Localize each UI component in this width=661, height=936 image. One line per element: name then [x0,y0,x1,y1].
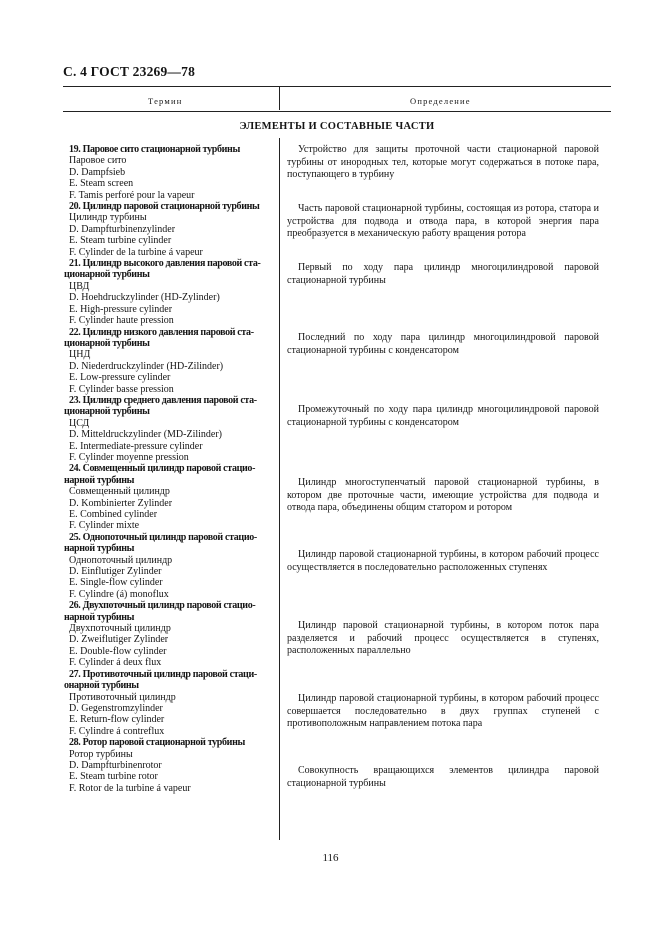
terms-column [64,144,277,794]
term-entry [64,531,277,600]
term-line: ЦСД [69,417,90,429]
term-line: ЦВД [69,280,90,292]
term-heading: 27. Противоточный цилиндр паровой стаци- [69,668,257,680]
term-entry [64,463,277,532]
term-heading-cont: нарной турбины [64,611,135,623]
definition-text: Совокупность вращающихся элементов цилиндра паровой стационарной турбины [287,765,599,789]
term-entry [64,258,277,327]
term-line: F. Cylinder á deux flux [69,657,162,669]
term-heading: 23. Цилиндр среднего давления паровой ста- [69,394,257,406]
term-line: D. Dampfsieb [69,166,126,178]
definition-text: Промежуточный по ходу пара цилиндр многоцилиндровой паровой стационарной турбины с конденсатором [287,404,599,428]
definition-text: Последний по ходу пара цилиндр многоцилиндровой паровой стационарной турбины с конденсатором [287,332,599,356]
definition-text: Цилиндр паровой стационарной турбины, в котором поток пара разделяется и рабочий процесс осуществляется в ступенях, расположенных параллельно [287,620,599,657]
term-line: E. Intermediate-pressure cylinder [69,440,203,452]
term-line: D. Mitteldruckzylinder (MD-Zilinder) [69,429,223,441]
term-line: E. Single-flow cylinder [69,577,163,589]
term-line: D. Zweiflutiger Zylinder [69,634,169,646]
term-line: F. Cylinder de la turbine á vapeur [69,246,203,258]
term-line: E. Steam turbine rotor [69,771,158,783]
term-line: Противоточный цилиндр [69,691,176,703]
term-line: E. High-pressure cylinder [69,303,173,315]
definition-text: Первый по ходу пара цилиндр многоцилиндровой паровой стационарной турбины [287,262,599,286]
term-line: Двухпоточный цилиндр [69,623,171,635]
term-line: D. Dampfturbinenrotor [69,759,162,771]
term-heading-cont: ционарной турбины [64,406,150,418]
term-line: D. Dampfturbinenzylinder [69,223,176,235]
term-entry [64,600,277,669]
term-entry [69,737,277,794]
table-header-rule [63,111,611,112]
term-line: F. Rotor de la turbine á vapeur [69,782,191,794]
definition-text: Цилиндр многоступенчатый паровой стационарной турбины, в котором две проточные части, имеющие устройства для подвода и отвода пара, объединены общим статором и ротором [287,477,599,514]
term-heading-cont: ционарной турбины [64,269,150,281]
definition-text: Часть паровой стационарной турбины, состоящая из ротора, статора и устройства для подвода и отвода пара, в которой энергия пара преобразуется в механическую работу вращения ротора [287,203,599,240]
header-column-divider [279,86,280,110]
term-heading: 20. Цилиндр паровой стационарной турбины [69,201,260,213]
term-line: F. Cylinder haute pression [69,315,174,327]
term-line: D. Gegenstromzylinder [69,702,163,714]
term-line: F. Cylinder moyenne pression [69,451,189,463]
term-entry [64,326,277,395]
term-line: Цилиндр турбины [69,212,147,224]
term-line: D. Niederdruckzylinder (HD-Zilinder) [69,360,224,372]
term-heading-cont: нарной турбины [64,474,135,486]
term-line: F. Cylinder basse pression [69,383,174,395]
term-heading: 26. Двухпоточный цилиндр паровой стацио- [69,600,256,612]
column-header-definition: Определение [410,96,471,106]
definition-text: Цилиндр паровой стационарной турбины, в котором рабочий процесс совершается последовательно в двух группах ступеней с противоположным направлением потока пара [287,693,599,730]
term-line: E. Double-flow cylinder [69,645,167,657]
term-entry [64,394,277,463]
definition-text: Цилиндр паровой стационарной турбины, в котором рабочий процесс осуществляется в последовательно расположенных ступенях [287,549,599,573]
term-line: Ротор турбины [69,748,133,760]
term-line: Паровое сито [69,155,127,167]
column-header-term: Термин [148,96,183,106]
term-entry [69,201,277,258]
term-heading-cont: онарной турбины [64,680,139,692]
term-line: E. Return-flow cylinder [69,714,165,726]
term-heading: 28. Ротор паровой стационарной турбины [69,737,245,749]
page-header: С. 4 ГОСТ 23269—78 [63,64,196,79]
term-line: F. Tamis perforé pour la vapeur [69,189,195,201]
term-line: E. Steam turbine cylinder [69,235,172,247]
body-column-divider [279,138,280,840]
term-line: E. Steam screen [69,178,134,190]
term-line: E. Combined cylinder [69,509,158,520]
term-heading: 19. Паровое сито стационарной турбины [69,144,240,155]
term-line: D. Einflutiger Zylinder [69,566,162,578]
term-heading: 24. Совмещенный цилиндр паровой стацио- [69,463,256,475]
term-line: D. Kombinierter Zylinder [69,497,173,509]
term-heading: 25. Однопоточный цилиндр паровой стацио- [69,531,257,543]
term-line: F. Cylindre á contreflux [69,725,165,737]
term-line: F. Cylinder mixte [69,520,140,532]
definition-text: Устройство для защиты проточной части стационарной паровой турбины от инородных тел, которые могут содержаться в потоке пара, поступающего в турбину [287,144,599,181]
term-heading-cont: ционарной турбины [64,337,150,349]
term-line: D. Hoehdruckzylinder (HD-Zylinder) [69,292,220,304]
term-line: Совмещенный цилиндр [69,486,170,498]
term-entry [69,144,277,201]
term-heading-cont: нарной турбины [64,543,135,555]
term-heading: 22. Цилиндр низкого давления паровой ста- [69,326,254,338]
term-line: E. Low-pressure cylinder [69,372,171,384]
term-line: ЦНД [69,349,91,361]
table-top-rule [63,86,611,87]
section-title: ЭЛЕМЕНТЫ И СОСТАВНЫЕ ЧАСТИ [239,121,435,132]
term-line: Однопоточный цилиндр [69,554,173,566]
term-heading: 21. Цилиндр высокого давления паровой ста- [69,258,261,270]
term-line: F. Cylindre (á) monoflux [69,588,169,600]
page-number: 116 [322,852,339,864]
term-entry [64,668,277,737]
